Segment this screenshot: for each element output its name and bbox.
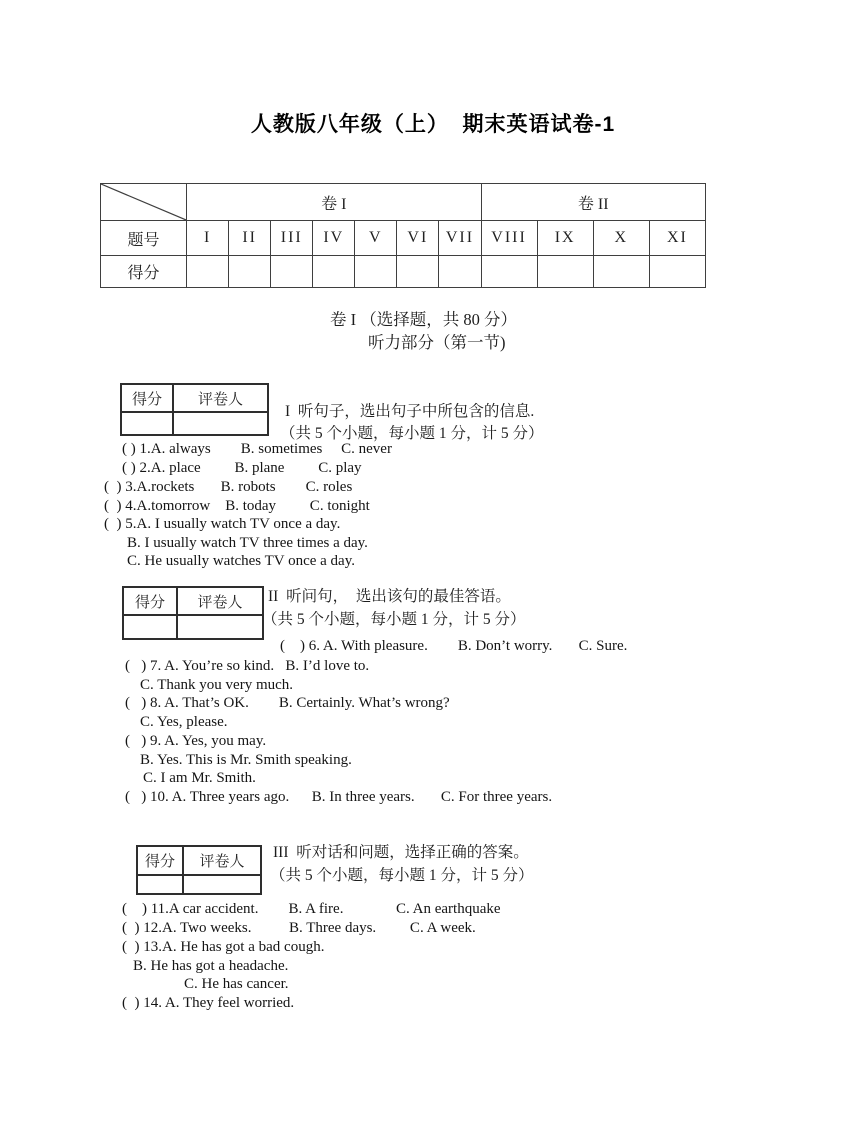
question-line-4: ( ) 4.A.tomorrow B. today C. tonight — [104, 498, 370, 514]
score-row-label: 得分 — [101, 256, 187, 288]
question-line-13: ( ) 13.A. He has got a bad cough. — [122, 939, 325, 955]
question-line-8c: C. Yes, please. — [140, 714, 228, 730]
score-box-empty-cell — [183, 875, 261, 894]
vol1-header-cell: 卷 I — [187, 184, 481, 221]
question-col-header: II — [229, 221, 271, 256]
score-summary-table — [100, 183, 706, 288]
question-col-header: IV — [313, 221, 355, 256]
question-line-3: ( ) 3.A.rockets B. robots C. roles — [104, 479, 353, 495]
question-line-13b: B. He has got a headache. — [133, 958, 289, 974]
score-cell-empty — [229, 256, 271, 288]
score-box-empty-cell — [177, 615, 263, 639]
question-line-2: ( ) 2.A. place B. plane C. play — [122, 460, 362, 476]
question-col-header: VII — [439, 221, 481, 256]
question-col-header: I — [187, 221, 229, 256]
score-cell-empty — [271, 256, 313, 288]
score-box-score-label: 得分 — [121, 384, 173, 412]
question-col-header: III — [271, 221, 313, 256]
score-box-score-label: 得分 — [137, 846, 183, 875]
score-box-grader-label: 评卷人 — [177, 587, 263, 615]
score-box-score-label: 得分 — [123, 587, 177, 615]
question-col-header: VIII — [481, 221, 537, 256]
score-box-empty-cell — [173, 412, 268, 435]
question-line-9: ( ) 9. A. Yes, you may. — [125, 733, 267, 749]
score-box-empty-cell — [137, 875, 183, 894]
question-col-header: X — [593, 221, 649, 256]
question-line-9b: B. Yes. This is Mr. Smith speaking. — [140, 752, 352, 768]
paper-heading-line2: 听力部分（第一节) — [368, 333, 506, 352]
section2-heading: II 听问句， 选出该句的最佳答语。 — [268, 588, 511, 605]
question-line-1: ( ) 1.A. always B. sometimes C. never — [122, 441, 392, 457]
question-col-header: VI — [397, 221, 439, 256]
page-title: 人教版八年级（上） 期末英语试卷-1 — [250, 113, 616, 137]
section2-subheading: （共 5 个小题，每小题 1 分，计 5 分） — [262, 611, 526, 628]
question-line-7c: C. Thank you very much. — [140, 677, 294, 693]
question-col-header: IX — [537, 221, 593, 256]
score-cell-empty — [593, 256, 649, 288]
paper-heading-line1: 卷 I （选择题，共 80 分） — [330, 310, 517, 329]
score-box-section1 — [120, 383, 269, 436]
question-col-header: XI — [649, 221, 705, 256]
score-box-empty-cell — [121, 412, 173, 435]
score-box-grader-label: 评卷人 — [173, 384, 268, 412]
score-box-grader-label: 评卷人 — [183, 846, 261, 875]
vol2-header-cell: 卷 II — [481, 184, 705, 221]
question-line-8: ( ) 8. A. That’s OK. B. Certainly. What’s wrong? — [125, 695, 450, 711]
score-cell-empty — [439, 256, 481, 288]
diagonal-header-cell — [101, 184, 187, 221]
question-col-header: V — [355, 221, 397, 256]
question-line-13c: C. He has cancer. — [184, 976, 289, 992]
question-line-9c: C. I am Mr. Smith. — [143, 770, 256, 786]
score-box-empty-cell — [123, 615, 177, 639]
question-line-5b: B. I usually watch TV three times a day. — [127, 535, 368, 551]
question-line-10: ( ) 10. A. Three years ago. B. In three years. C. For three years. — [125, 789, 553, 805]
score-cell-empty — [649, 256, 705, 288]
question-line-12: ( ) 12.A. Two weeks. B. Three days. C. A week. — [122, 920, 476, 936]
section1-subheading: （共 5 个小题，每小题 1 分，计 5 分） — [280, 425, 544, 442]
score-cell-empty — [187, 256, 229, 288]
question-line-6: ( ) 6. A. With pleasure. B. Don’t worry. C. Sure. — [280, 638, 628, 654]
question-number-row-label: 题号 — [101, 221, 187, 256]
score-box-section2 — [122, 586, 264, 640]
section1-heading: I 听句子，选出句子中所包含的信息. — [285, 403, 535, 420]
section3-subheading: （共 5 个小题，每小题 1 分，计 5 分） — [270, 867, 534, 884]
score-cell-empty — [355, 256, 397, 288]
question-line-5: ( ) 5.A. I usually watch TV once a day. — [104, 516, 341, 532]
score-cell-empty — [537, 256, 593, 288]
score-cell-empty — [481, 256, 537, 288]
score-box-section3 — [136, 845, 262, 895]
score-cell-empty — [397, 256, 439, 288]
question-line-11: ( ) 11.A car accident. B. A fire. C. An earthquake — [122, 901, 501, 917]
score-cell-empty — [313, 256, 355, 288]
question-line-14: ( ) 14. A. They feel worried. — [122, 995, 295, 1011]
question-line-7: ( ) 7. A. You’re so kind. B. I’d love to. — [125, 658, 370, 674]
diagonal-line — [101, 184, 186, 220]
section3-heading: III 听对话和问题，选择正确的答案。 — [273, 844, 529, 861]
question-line-5c: C. He usually watches TV once a day. — [127, 553, 355, 569]
